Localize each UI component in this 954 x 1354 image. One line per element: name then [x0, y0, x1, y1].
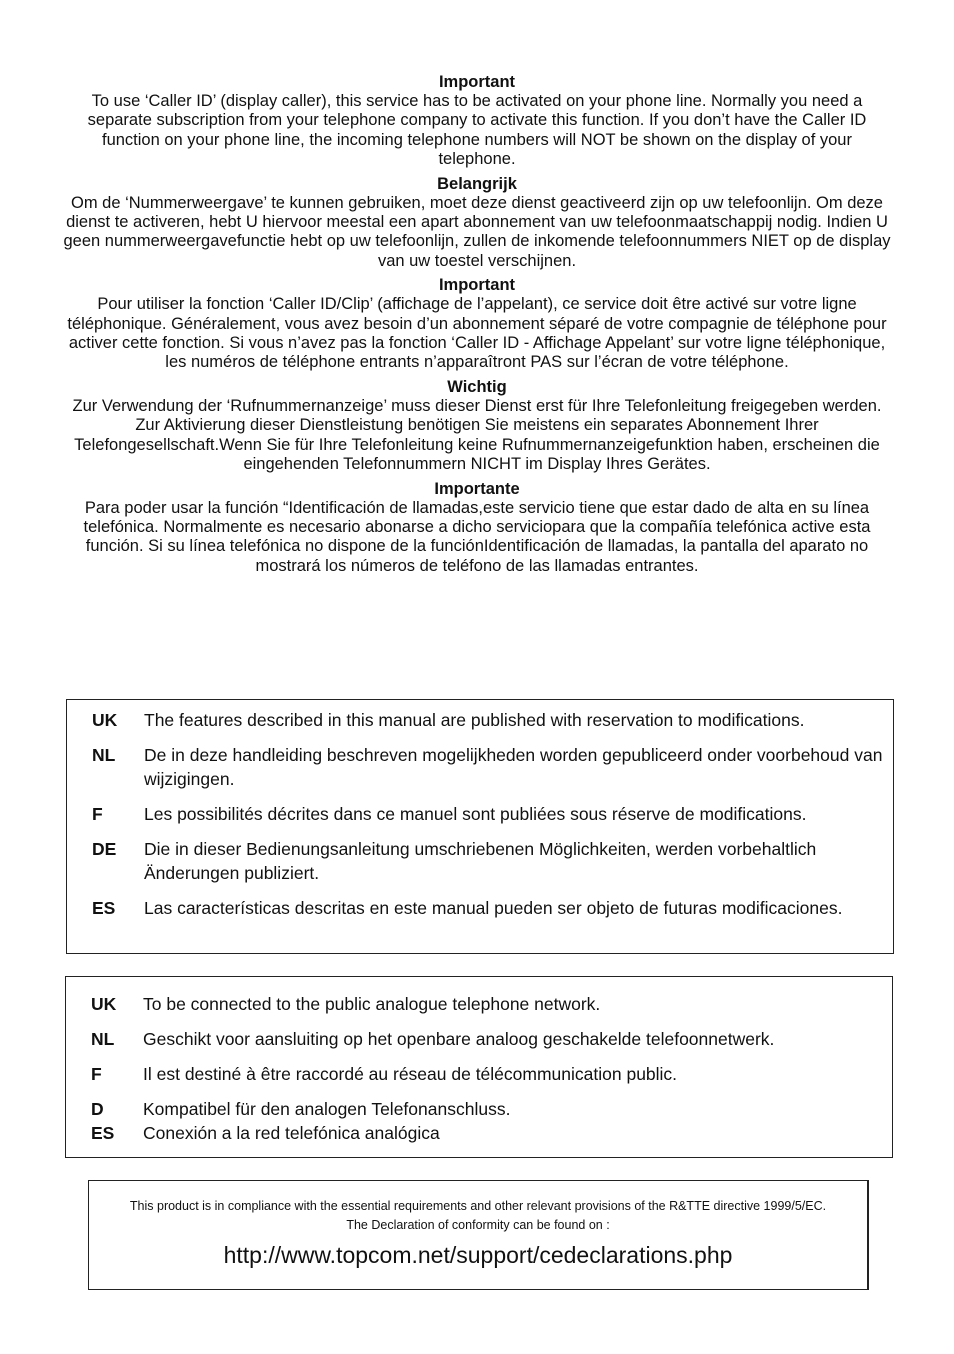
compliance-statement: This product is in compliance with the essential requirements and other relevant provisions of the R&TTE directive 1999/5/EC.	[129, 1199, 827, 1213]
list-item-text: Il est destiné à être raccordé au réseau de télécommunication public.	[143, 1064, 678, 1084]
notice-title-de: Wichtig	[447, 377, 507, 396]
declaration-note: The Declaration of conformity can be found on :	[346, 1218, 610, 1232]
declaration-url[interactable]: http://www.topcom.net/support/cedeclarations.php	[223, 1242, 733, 1268]
list-item-text: Conexión a la red telefónica analógica	[143, 1123, 440, 1143]
list-item	[66, 1121, 892, 1145]
list-item	[67, 743, 893, 791]
list-item-text: The features described in this manual are published with reservation to modifications.	[144, 710, 805, 730]
notice-body-nl: Om de ‘Nummerweergave’ te kunnen gebruiken, moet deze dienst geactiveerd zijn op uw telefoonlijn. Om deze dienst te activeren, hebt U hiervoor meestal een apart abonnement van uw telefoonmaatschappij nodig. Indien U geen nummerweergavefunctie hebt op uw telefoonlijn, zullen de inkomende telefoonnummers NIET op de display van uw toestel verschijnen.	[63, 193, 891, 270]
notice-body-en: To use ‘Caller ID’ (display caller), this service has to be activated on your phone line. Normally you need a separate subscription from your telephone company to activate this function. If you don’t have the Caller ID function on your phone line, the incoming telephone numbers will NOT be shown on the display of your telephone.	[87, 92, 867, 169]
list-item	[66, 1062, 892, 1086]
list-item-text: To be connected to the public analogue telephone network.	[143, 994, 601, 1014]
notice-title-nl: Belangrijk	[437, 174, 517, 193]
list-item-text: Las características descritas en este manual pueden ser objeto de futuras modificaciones.	[144, 898, 843, 918]
notice-body-es: Para poder usar la función “Identificación de llamadas,este servicio tiene que estar dado de alta en su línea telefónica. Normalmente es necesario abonarse a dicho serviciopara que la compañía telefónica active esta función. Si su línea telefónica no dispone de la funciónIdentificación de llamadas, la pantalla del aparato no mostrará los números de teléfono de las llamadas entrantes.	[83, 498, 871, 575]
list-item-text: Geschikt voor aansluiting op het openbare analoog geschakelde telefoonnetwerk.	[143, 1029, 775, 1049]
list-item	[66, 1097, 892, 1121]
list-item	[67, 708, 893, 732]
list-item-text: Kompatibel für den analogen Telefonanschluss.	[143, 1099, 511, 1119]
caller-id-notices	[62, 72, 892, 580]
list-item-text: De in deze handleiding beschreven mogelijkheden worden gepubliceerd onder voorbehoud van wijzigingen.	[144, 745, 883, 789]
network-box	[65, 976, 893, 1158]
notice-body-fr: Pour utiliser la fonction ‘Caller ID/Clip’ (affichage de l’appelant), ce service doit être activé sur votre ligne téléphonique. Généralement, vous avez besoin d’un abonnement séparé de votre compagnie de téléphone pour activer cette fonction. Si vous n’avez pas la fonction ‘Caller ID - Affichage Appelant’ sur votre ligne téléphonique, les numéros de téléphone entrants n’apparaîtront PAS sur l’écran de votre téléphone.	[67, 295, 887, 372]
language-code: F	[92, 804, 103, 824]
language-code: UK	[91, 994, 117, 1014]
notice-title-fr: Important	[438, 276, 516, 295]
list-item	[67, 837, 893, 885]
list-item	[66, 1027, 892, 1051]
modifications-box	[66, 699, 894, 954]
language-code: F	[91, 1064, 102, 1084]
notice-title-es: Importante	[434, 479, 520, 498]
notice-title-en: Important	[438, 73, 516, 91]
language-code: ES	[92, 898, 116, 918]
notice-body-de: Zur Verwendung der ‘Rufnummernanzeige’ muss dieser Dienst erst für Ihre Telefonleitung freigegeben werden. Zur Aktivierung dieser Dienstleistung benötigen Sie meistens ein separates Abonnement Ihrer Telefongesellschaft.Wenn Sie für Ihre Telefonleitung keine Rufnummernanzeigefunktion haben, erscheinen die eingehenden Telefonnummern NICHT im Display Ihres Gerätes.	[72, 396, 882, 474]
language-code: DE	[92, 839, 117, 859]
language-code: NL	[92, 745, 116, 765]
list-item	[66, 992, 892, 1016]
list-item-text: Les possibilités décrites dans ce manuel sont publiées sous réserve de modifications.	[144, 804, 807, 824]
language-code: ES	[91, 1123, 115, 1143]
compliance-box	[88, 1180, 869, 1290]
list-item	[67, 802, 893, 826]
list-item-text: Die in dieser Bedienungsanleitung umschriebenen Möglichkeiten, werden vorbehaltlich Änderungen publiziert.	[144, 839, 817, 883]
language-code: D	[91, 1099, 104, 1119]
list-item	[67, 896, 893, 920]
language-code: UK	[92, 710, 118, 730]
language-code: NL	[91, 1029, 115, 1049]
